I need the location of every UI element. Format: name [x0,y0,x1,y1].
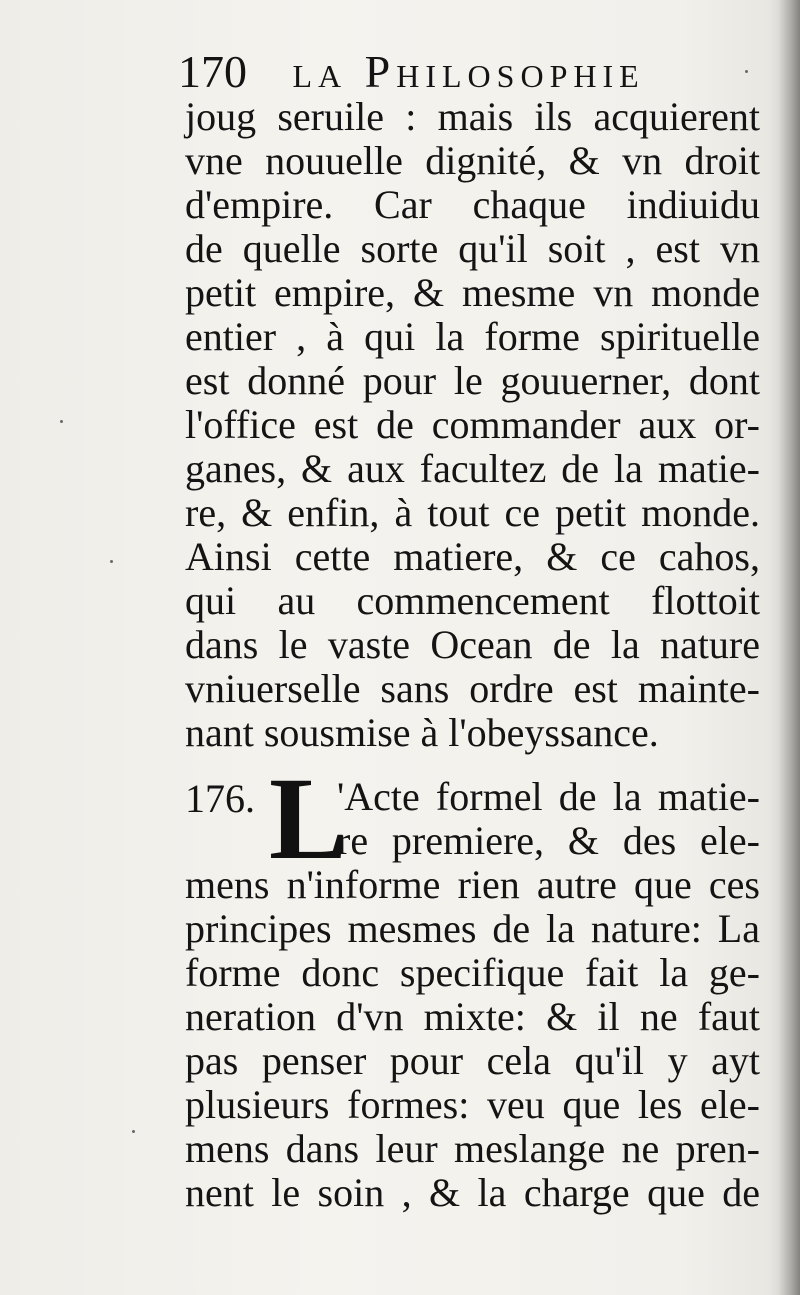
text-line: vne nouuelle dignité, & vn droit [185,138,760,183]
text-line: dans le vaste Ocean de la nature [185,622,760,667]
section-176 [185,753,760,1215]
text-line: d'empire. Car chaque indiuidu [185,182,760,227]
section-number: 176. [185,776,255,821]
paper-speck [745,70,748,73]
page-number: 170 [178,46,247,97]
text-line: petit empire, & mesme vn monde [185,270,760,315]
text-line: forme donc specifique fait la ge- [185,950,760,995]
text-line: re, & enfin, à tout ce petit monde. [185,490,760,535]
paragraph-continued [185,95,760,755]
drop-cap: L [269,753,348,884]
running-title: la Philosophie [292,46,645,97]
text-line: vniuerselle sans ordre est mainte- [185,666,760,711]
text-line: neration d'vn mixte: & il ne faut [185,994,760,1039]
text-line: Ainsi cette matiere, & ce cahos, [185,534,760,579]
text-line: mens n'informe rien autre que ces [185,862,760,907]
paper-speck [132,1130,135,1133]
text-line: plusieurs formes: veu que les ele- [185,1082,760,1127]
text-line: nent le soin , & la charge que de [185,1170,760,1215]
text-line: ganes, & aux facultez de la matie- [185,446,760,491]
running-head [178,42,758,102]
page-edge-shadow [778,0,800,1295]
text-line: qui au commencement flottoit [185,578,760,623]
text-line: de quelle sorte qu'il soit , est vn [185,226,760,271]
paper-speck [110,560,113,563]
text-line: principes mesmes de la nature: La [185,906,760,951]
text-line: est donné pour le gouuerner, dont [185,358,760,403]
text-line: pas penser pour cela qu'il y ayt [185,1038,760,1083]
paper-speck [60,420,63,423]
text-line: entier , à qui la forme spirituelle [185,314,760,359]
text-line: joug seruile : mais ils acquierent [185,94,760,139]
text-line: 'Acte formel de la matie- [337,774,760,819]
text-line: mens dans leur meslange ne pren- [185,1126,760,1171]
text-line: l'office est de commander aux or- [185,402,760,447]
section-body [185,863,760,1215]
text-line: nant sousmise à l'obeyssance. [185,710,659,755]
text-line: re premiere, & des ele- [337,818,760,863]
